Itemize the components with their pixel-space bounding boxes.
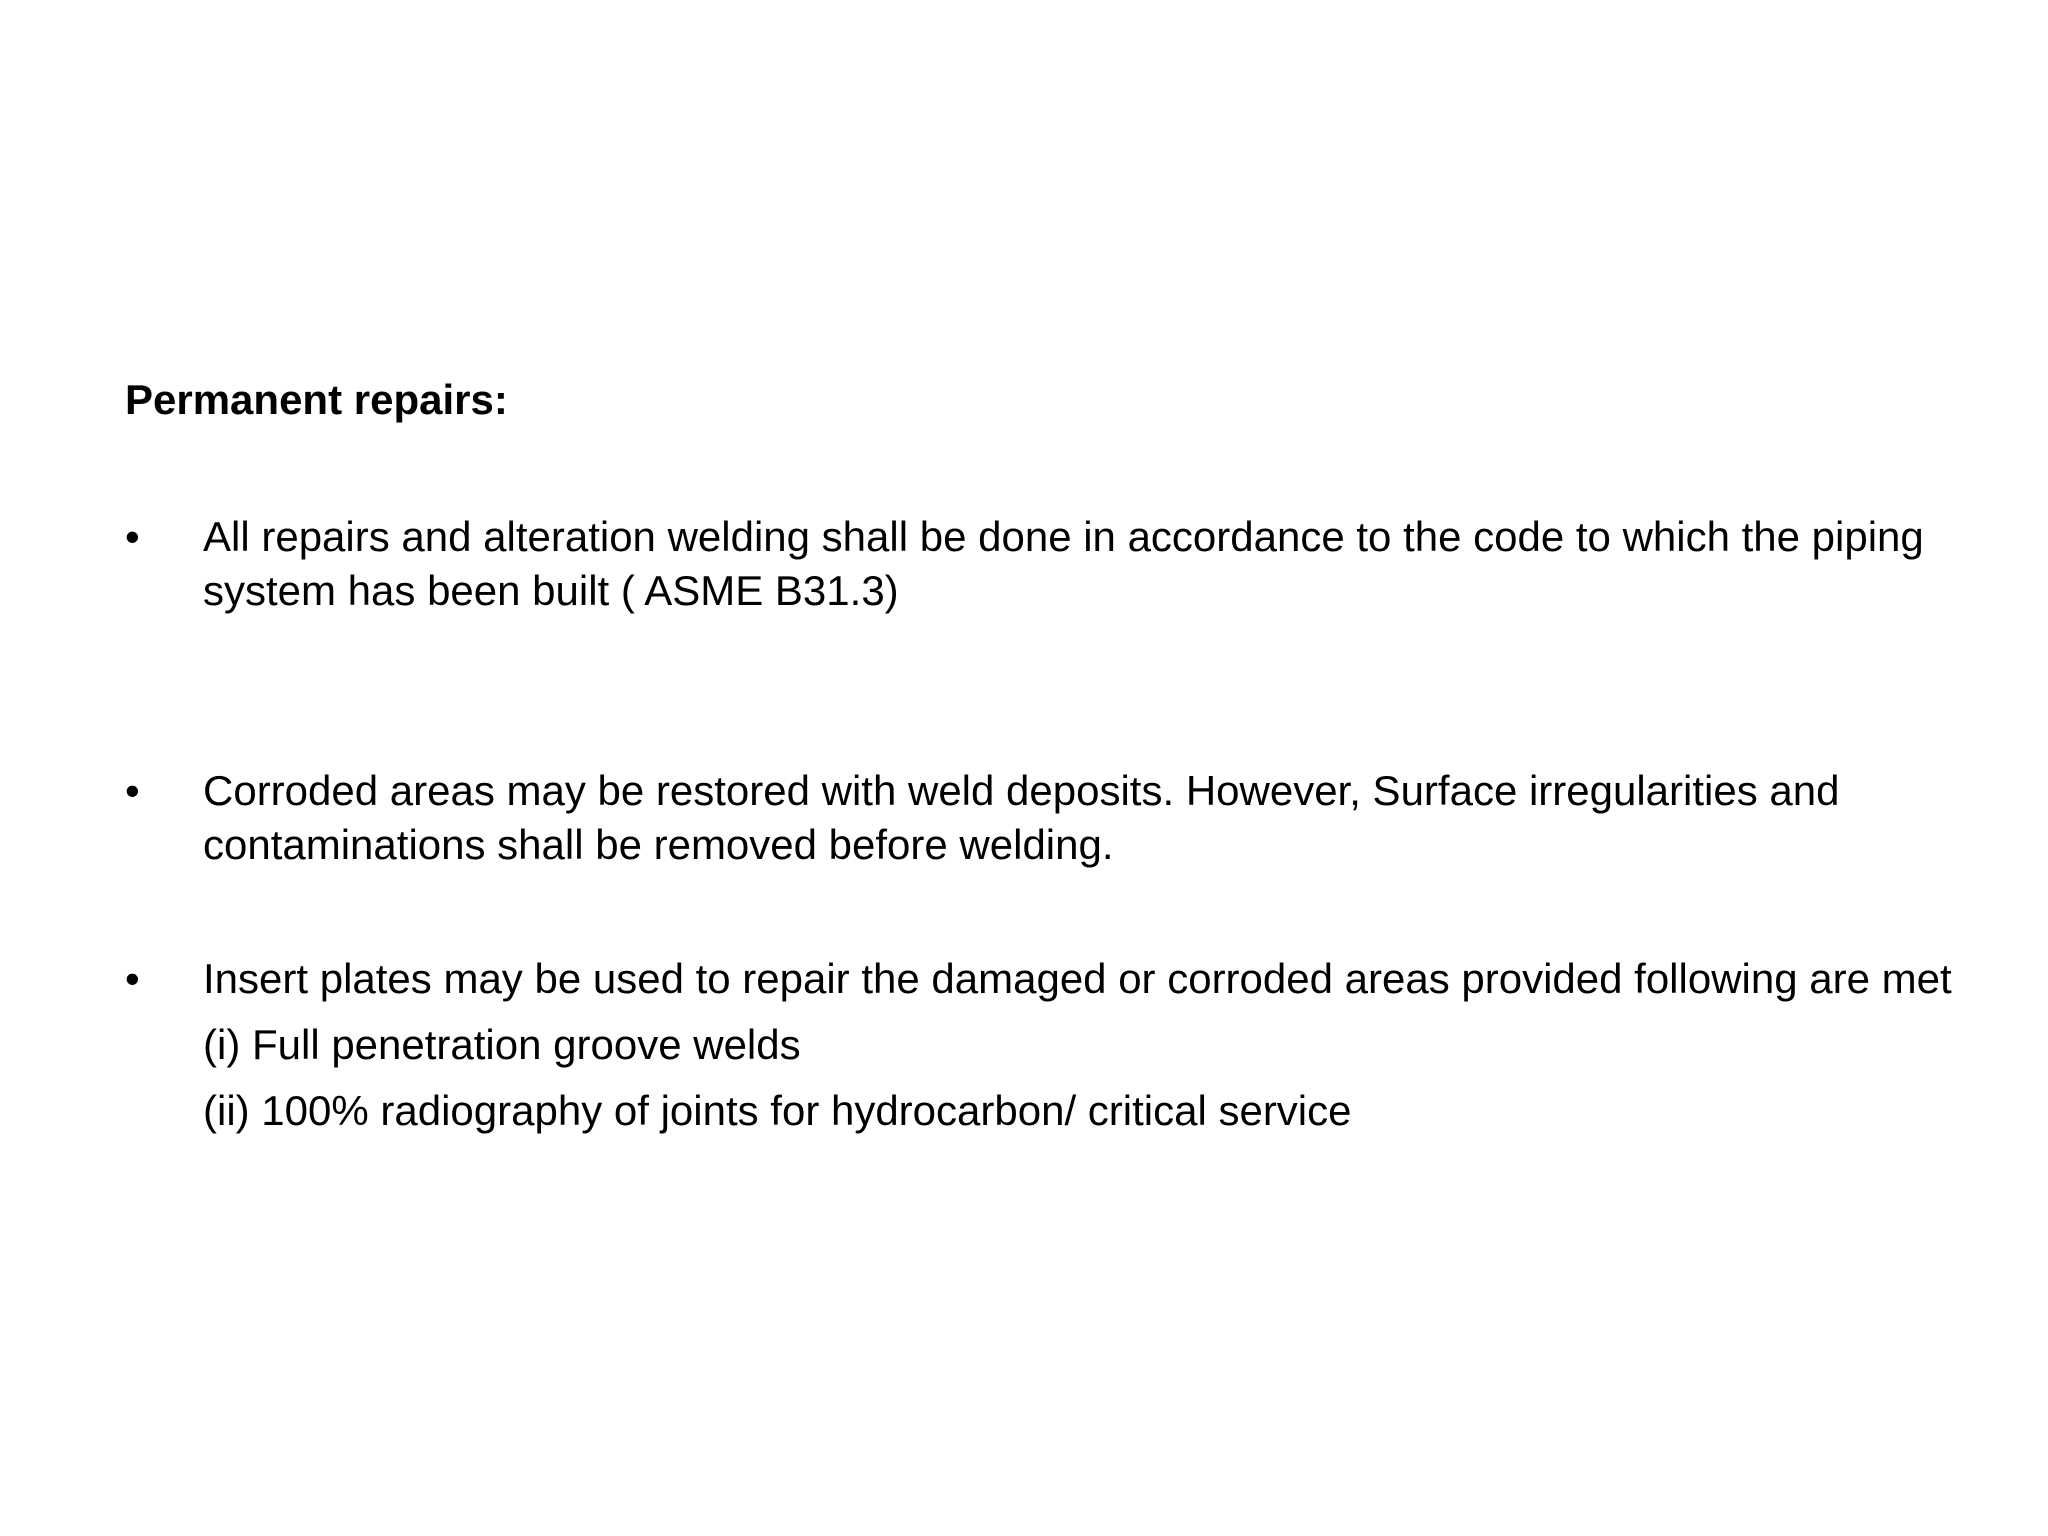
bullet-item — [125, 510, 1955, 618]
bullet-marker: • — [125, 767, 140, 814]
bullet-marker: • — [125, 955, 140, 1002]
bullet-text: Corroded areas may be restored with weld deposits. However, Surface irregularities and contaminations shall be removed before welding. — [203, 767, 1840, 868]
bullet-item — [125, 764, 1955, 872]
bullet-item — [125, 952, 1955, 1150]
bullet-marker: • — [125, 513, 140, 560]
slide-heading: Permanent repairs: — [125, 376, 508, 423]
sub-list — [203, 1018, 1955, 1138]
sub-item: (ii) 100% radiography of joints for hydrocarbon/ critical service — [203, 1087, 1352, 1134]
bullet-text: Insert plates may be used to repair the damaged or corroded areas provided following are met — [203, 955, 1952, 1002]
sub-item: (i) Full penetration groove welds — [203, 1021, 801, 1068]
bullet-text: All repairs and alteration welding shall be done in accordance to the code to which the piping system has been built ( ASME B31.3) — [203, 513, 1924, 614]
